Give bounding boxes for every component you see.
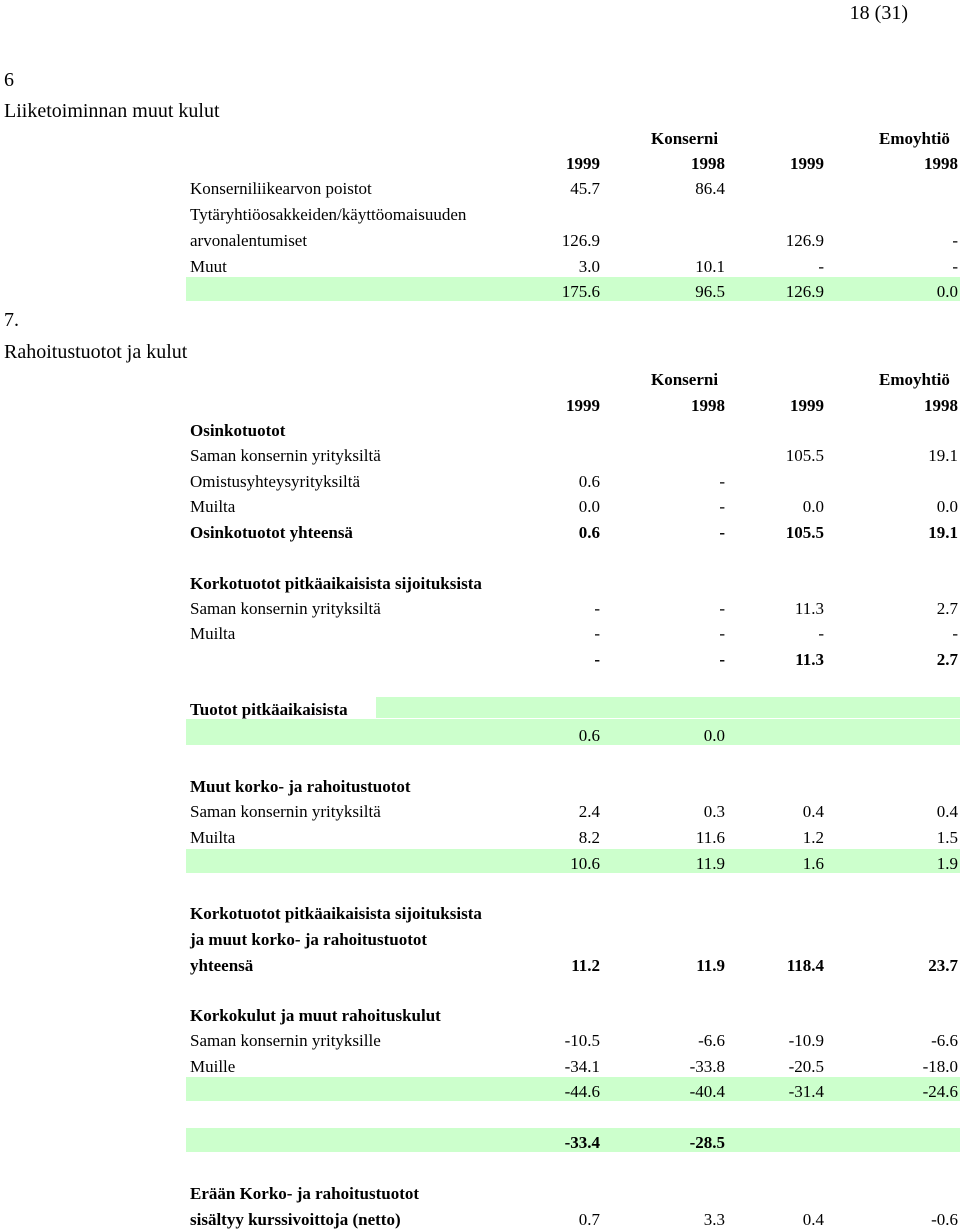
row-label: Muut	[190, 257, 227, 276]
page-number: 18 (31)	[849, 2, 908, 24]
group-heading: Muut korko- ja rahoitustuotot	[190, 777, 411, 796]
net-cell: -33.4	[564, 1133, 600, 1152]
tuotot-highlight	[376, 697, 960, 718]
row-label: Muilta	[190, 497, 236, 516]
row-label: Muilta	[190, 624, 236, 643]
total-cell: 11.3	[795, 650, 824, 669]
row-label: arvonalentumiset	[190, 231, 308, 250]
cell: 0.3	[703, 802, 725, 821]
total-cell: -31.4	[788, 1082, 824, 1101]
cell: 105.5	[785, 446, 824, 465]
year-col-4: 1998	[924, 154, 958, 173]
total-cell: -	[719, 650, 725, 669]
cell: -10.5	[564, 1031, 600, 1050]
cell: 0.6	[578, 472, 600, 491]
header-emoyhtio-1: Emoyhtiö	[879, 129, 950, 148]
header-emoyhtio-2: Emoyhtiö	[879, 370, 950, 389]
cell: -	[818, 257, 824, 276]
group-heading: Korkotuotot pitkäaikaisista sijoituksista	[190, 904, 482, 923]
cell: 3.3	[703, 1210, 725, 1229]
cell: 3.0	[578, 257, 600, 276]
cell: 0.4	[802, 1210, 824, 1229]
cell: 8.2	[578, 828, 600, 847]
cell: -10.9	[788, 1031, 824, 1050]
cell: -	[594, 599, 600, 618]
header-konserni-1: Konserni	[651, 129, 719, 148]
total-cell: 1.9	[936, 854, 958, 873]
header-konserni-2: Konserni	[651, 370, 719, 389]
cell: 86.4	[695, 179, 725, 198]
cell: 0.6	[578, 726, 600, 745]
cell: -	[719, 599, 725, 618]
cell: -	[719, 472, 725, 491]
total-cell: 23.7	[928, 956, 958, 975]
cell: 1.2	[802, 828, 824, 847]
row-label-total: yhteensä	[190, 956, 254, 975]
year-col-2: 1998	[691, 396, 725, 415]
cell: 45.7	[570, 179, 600, 198]
total-cell: -	[719, 523, 725, 542]
cell: -	[952, 231, 958, 250]
cell: 126.9	[561, 231, 600, 250]
cell: 0.7	[578, 1210, 600, 1229]
total-cell: 105.5	[785, 523, 824, 542]
group-heading: Tuotot pitkäaikaisista	[190, 700, 348, 719]
group-heading: Korkokulut ja muut rahoituskulut	[190, 1006, 441, 1025]
cell: 0.4	[802, 802, 824, 821]
year-col-3: 1999	[790, 154, 824, 173]
year-col-3: 1999	[790, 396, 824, 415]
row-label: Omistusyhteysyrityksiltä	[190, 472, 360, 491]
total-cell: -40.4	[689, 1082, 725, 1101]
cell: 1.5	[936, 828, 958, 847]
year-col-4: 1998	[924, 396, 958, 415]
group-heading: Korkotuotot pitkäaikaisista sijoituksista	[190, 574, 482, 593]
row-label: Muilta	[190, 828, 236, 847]
total-cell: 118.4	[786, 956, 824, 975]
total-cell: 19.1	[928, 523, 958, 542]
row-label: Muille	[190, 1057, 236, 1076]
group-heading: Osinkotuotot	[190, 421, 286, 440]
cell: -6.6	[931, 1031, 958, 1050]
cell: -20.5	[788, 1057, 824, 1076]
row-label: sisältyy kurssivoittoja (netto)	[190, 1210, 401, 1229]
total-cell: 2.7	[936, 650, 958, 669]
cell: -	[952, 257, 958, 276]
section-6-title: Liiketoiminnan muut kulut	[4, 100, 220, 122]
cell: -	[719, 624, 725, 643]
total-cell: -44.6	[564, 1082, 600, 1101]
total-cell: 126.9	[785, 282, 824, 301]
cell: 10.1	[695, 257, 725, 276]
row-label: Konserniliikearvon poistot	[190, 179, 372, 198]
cell: -33.8	[689, 1057, 725, 1076]
total-cell: -24.6	[922, 1082, 958, 1101]
row-label: Saman konsernin yrityksiltä	[190, 802, 381, 821]
total-cell: -	[594, 650, 600, 669]
cell: 11.6	[695, 828, 725, 847]
year-col-1: 1999	[566, 154, 600, 173]
year-col-1: 1999	[566, 396, 600, 415]
cell: 0.0	[936, 497, 958, 516]
cell: -	[719, 497, 725, 516]
group-heading: Erään Korko- ja rahoitustuotot	[190, 1184, 420, 1203]
group-heading: ja muut korko- ja rahoitustuotot	[190, 930, 428, 949]
total-cell: 0.6	[578, 523, 600, 542]
cell: -0.6	[931, 1210, 958, 1229]
row-label-total: Osinkotuotot yhteensä	[190, 523, 353, 542]
row-label: Tytäryhtiöosakkeiden/käyttöomaisuuden	[190, 205, 467, 224]
row-label: Saman konsernin yrityksiltä	[190, 446, 381, 465]
cell: 11.3	[794, 599, 824, 618]
cell: -6.6	[698, 1031, 725, 1050]
cell: 0.4	[936, 802, 958, 821]
total-cell: 96.5	[695, 282, 725, 301]
cell: -	[594, 624, 600, 643]
total-cell: 10.6	[570, 854, 600, 873]
total-cell: 0.0	[936, 282, 958, 301]
cell: 2.7	[936, 599, 958, 618]
cell: -18.0	[922, 1057, 958, 1076]
row-label: Saman konsernin yrityksiltä	[190, 599, 381, 618]
net-cell: -28.5	[689, 1133, 725, 1152]
total-cell: 11.2	[571, 956, 600, 975]
total-cell: 11.9	[695, 854, 725, 873]
cell: 19.1	[928, 446, 958, 465]
total-cell: 175.6	[561, 282, 600, 301]
year-col-2: 1998	[691, 154, 725, 173]
total-cell: 11.9	[696, 956, 725, 975]
cell: 0.0	[703, 726, 725, 745]
cell: 0.0	[578, 497, 600, 516]
cell: -	[818, 624, 824, 643]
row-label: Saman konsernin yrityksille	[190, 1031, 381, 1050]
section-7-number: 7.	[4, 309, 19, 331]
section-6-number: 6	[4, 69, 14, 91]
section-7-title: Rahoitustuotot ja kulut	[4, 341, 188, 363]
cell: 2.4	[578, 802, 600, 821]
total-cell: 1.6	[802, 854, 824, 873]
cell: -	[952, 624, 958, 643]
cell: 126.9	[785, 231, 824, 250]
cell: -34.1	[564, 1057, 600, 1076]
cell: 0.0	[802, 497, 824, 516]
